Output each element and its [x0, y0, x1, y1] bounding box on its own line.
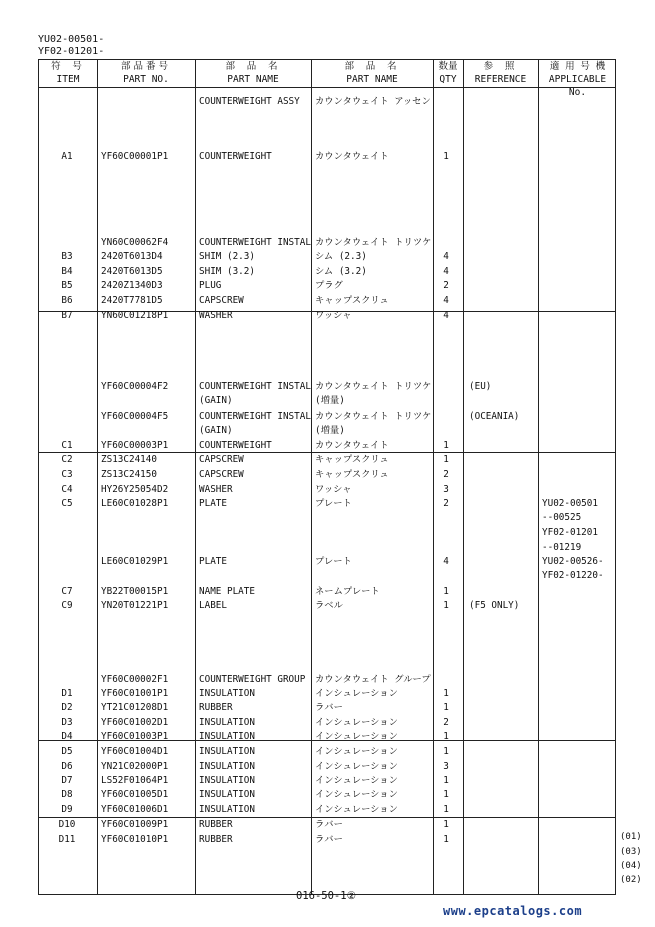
qty-cell: 1 [443, 600, 449, 611]
item-cell: C2 [61, 454, 73, 465]
item-cell: D3 [61, 717, 73, 728]
qty-cell: 1 [443, 688, 449, 699]
item-cell: D9 [61, 804, 73, 815]
header-reference: 参 照 REFERENCE [474, 61, 527, 85]
qty-cell: 1 [443, 819, 449, 830]
header-applicable: 適 用 号 機 APPLICABLE No. [548, 61, 607, 98]
applicable-cell: YU02-00501 [542, 498, 598, 509]
table-row [39, 424, 615, 437]
part-no-cell: LS52F01064P1 [101, 775, 169, 786]
part-name-cell: COUNTERWEIGHT [199, 440, 272, 451]
item-cell: D1 [61, 688, 73, 699]
applicable-cell: --01219 [542, 542, 582, 553]
part-no-cell: YN60C00062F4 [101, 237, 169, 248]
qty-cell: 3 [443, 484, 449, 495]
part-name-cell: (GAIN) [199, 395, 233, 406]
part-no-cell: 2420Z1340D3 [101, 280, 163, 291]
table-row [39, 541, 615, 554]
applicable-cell: YU02-00526- [542, 556, 604, 567]
part-name-jp-cell: キャップスクリュ [315, 295, 389, 306]
part-name-jp-cell: カウンタウェイト [315, 151, 389, 162]
qty-cell: 1 [443, 440, 449, 451]
part-name-cell: INSULATION [199, 717, 255, 728]
item-cell: D2 [61, 702, 73, 713]
part-no-cell: LE60C01028P1 [101, 498, 169, 509]
part-no-cell: YF60C00001P1 [101, 151, 169, 162]
header-part-name: 部 品 名 PART NAME [225, 61, 281, 85]
part-name-cell: INSULATION [199, 761, 255, 772]
table-row [39, 294, 615, 307]
table-row [39, 701, 615, 714]
watermark-link[interactable]: www.epcatalogs.com [443, 904, 583, 918]
part-no-cell: YF60C01001P1 [101, 688, 169, 699]
qty-cell: 1 [443, 702, 449, 713]
part-name-jp-cell: インシュレーション [315, 717, 398, 728]
header-item: 符 号 ITEM [51, 61, 85, 85]
table-row [39, 745, 615, 758]
part-name-jp-cell: ラバー [315, 819, 343, 830]
item-cell: C9 [61, 600, 73, 611]
header-divider [39, 87, 615, 88]
part-no-cell: YF60C00004F2 [101, 381, 169, 392]
part-name-jp-cell: カウンタウェイト グループ [315, 674, 431, 685]
part-name-jp-cell: インシュレーション [315, 789, 398, 800]
part-name-jp-cell: プレート [315, 498, 352, 509]
reference-cell: (EU) [469, 381, 492, 392]
part-name-cell: PLUG [199, 280, 222, 291]
part-no-cell: HY26Y25054D2 [101, 484, 169, 495]
part-name-cell: RUBBER [199, 834, 233, 845]
part-name-cell: RUBBER [199, 819, 233, 830]
reference-cell: (OCEANIA) [469, 411, 520, 422]
qty-cell: 1 [443, 834, 449, 845]
table-row [39, 760, 615, 773]
part-name-cell: CAPSCREW [199, 469, 244, 480]
table-row [39, 468, 615, 481]
item-cell: C4 [61, 484, 73, 495]
item-cell: D4 [61, 731, 73, 742]
part-name-jp-cell: キャップスクリュ [315, 454, 389, 465]
table-row [39, 569, 615, 582]
part-name-jp-cell: ワッシャ [315, 310, 352, 321]
table-row [39, 803, 615, 816]
part-name-jp-cell: プレート [315, 556, 352, 567]
table-row [39, 833, 615, 846]
part-no-cell: YT21C01208D1 [101, 702, 169, 713]
part-name-jp-cell: インシュレーション [315, 775, 398, 786]
qty-cell: 4 [443, 251, 449, 262]
item-cell: C7 [61, 586, 73, 597]
part-name-jp-cell: インシュレーション [315, 688, 398, 699]
table-row [39, 380, 615, 393]
item-cell: B7 [61, 310, 73, 321]
part-no-cell: YN21C02000P1 [101, 761, 169, 772]
side-code: (04) [620, 861, 642, 871]
part-no-cell: YF60C01002D1 [101, 717, 169, 728]
qty-cell: 1 [443, 731, 449, 742]
item-cell: D7 [61, 775, 73, 786]
part-name-cell: INSULATION [199, 775, 255, 786]
header-part-no: 部品番号 PART NO. [120, 61, 171, 85]
table-row [39, 511, 615, 524]
part-name-cell: SHIM (3.2) [199, 266, 255, 277]
item-cell: C3 [61, 469, 73, 480]
applicable-cell: YF02-01201 [542, 527, 598, 538]
table-row [39, 410, 615, 423]
qty-cell: 4 [443, 295, 449, 306]
header-part-name-jp: 部 品 名 PART NAME [344, 61, 400, 85]
part-no-cell: LE60C01029P1 [101, 556, 169, 567]
table-row [39, 555, 615, 568]
part-no-cell: YF60C01009P1 [101, 819, 169, 830]
qty-cell: 1 [443, 454, 449, 465]
table-row [39, 394, 615, 407]
part-name-jp-cell: ラベル [315, 600, 343, 611]
part-name-jp-cell: ラバー [315, 702, 343, 713]
model-codes [38, 34, 104, 58]
item-cell: A1 [61, 151, 73, 162]
part-name-cell: COUNTERWEIGHT INSTAL [199, 237, 311, 248]
part-no-cell: YF60C00004F5 [101, 411, 169, 422]
table-row [39, 95, 615, 108]
part-no-cell: YF60C01003P1 [101, 731, 169, 742]
part-name-jp-cell: ワッシャ [315, 484, 352, 495]
qty-cell: 2 [443, 469, 449, 480]
item-cell: B4 [61, 266, 73, 277]
part-name-jp-cell: インシュレーション [315, 746, 398, 757]
qty-cell: 3 [443, 761, 449, 772]
model-code-2: YF02-01201- [38, 46, 105, 57]
table-row [39, 687, 615, 700]
part-name-cell: CAPSCREW [199, 454, 244, 465]
qty-cell: 4 [443, 266, 449, 277]
table-row [39, 309, 615, 322]
qty-cell: 4 [443, 556, 449, 567]
item-cell: D5 [61, 746, 73, 757]
part-name-jp-cell: (増量) [315, 425, 345, 436]
table-row [39, 439, 615, 452]
table-row [39, 453, 615, 466]
part-no-cell: YF60C00002F1 [101, 674, 169, 685]
part-no-cell: YN20T01221P1 [101, 600, 169, 611]
reference-cell: (F5 ONLY) [469, 600, 520, 611]
qty-cell: 1 [443, 789, 449, 800]
item-cell: B6 [61, 295, 73, 306]
item-cell: B5 [61, 280, 73, 291]
part-no-cell: YF60C01006D1 [101, 804, 169, 815]
part-name-jp-cell: カウンタウェイト トリツケ [315, 381, 432, 392]
model-code-1: YU02-00501- [38, 34, 105, 45]
table-row [39, 265, 615, 278]
part-name-jp-cell: シム (3.2) [315, 266, 367, 277]
part-name-cell: RUBBER [199, 702, 233, 713]
part-name-cell: COUNTERWEIGHT GROUP [199, 674, 306, 685]
side-code: (03) [620, 847, 642, 857]
part-name-cell: INSULATION [199, 688, 255, 699]
part-name-cell: COUNTERWEIGHT [199, 151, 272, 162]
part-name-cell: INSULATION [199, 789, 255, 800]
part-no-cell: YN60C01218P1 [101, 310, 169, 321]
part-name-jp-cell: カウンタウェイト [315, 440, 389, 451]
part-no-cell: 2420T7781D5 [101, 295, 163, 306]
page-number: 016-50-1② [296, 890, 356, 902]
table-row [39, 716, 615, 729]
part-no-cell: 2420T6013D4 [101, 251, 163, 262]
item-cell: C5 [61, 498, 73, 509]
part-name-cell: CAPSCREW [199, 295, 244, 306]
part-no-cell: YB22T00015P1 [101, 586, 169, 597]
part-no-cell: 2420T6013D5 [101, 266, 163, 277]
part-name-jp-cell: インシュレーション [315, 804, 398, 815]
part-name-cell: INSULATION [199, 746, 255, 757]
qty-cell: 1 [443, 775, 449, 786]
part-name-cell: COUNTERWEIGHT INSTAL [199, 411, 311, 422]
part-no-cell: YF60C00003P1 [101, 440, 169, 451]
side-code: (01) [620, 832, 642, 842]
part-name-cell: SHIM (2.3) [199, 251, 255, 262]
qty-cell: 2 [443, 498, 449, 509]
table-row [39, 585, 615, 598]
table-row [39, 818, 615, 831]
part-name-cell: WASHER [199, 484, 233, 495]
part-name-cell: NAME PLATE [199, 586, 255, 597]
part-name-cell: WASHER [199, 310, 233, 321]
item-cell: D10 [58, 819, 76, 830]
part-name-jp-cell: インシュレーション [315, 731, 398, 742]
qty-cell: 1 [443, 151, 449, 162]
table-row [39, 599, 615, 612]
table-row [39, 483, 615, 496]
table-row [39, 236, 615, 249]
header-qty: 数量 QTY [438, 61, 458, 85]
part-name-cell: INSULATION [199, 804, 255, 815]
qty-cell: 2 [443, 717, 449, 728]
part-no-cell: ZS13C24150 [101, 469, 157, 480]
part-name-jp-cell: インシュレーション [315, 761, 398, 772]
part-name-cell: INSULATION [199, 731, 255, 742]
part-name-jp-cell: カウンタウェイト トリツケ [315, 237, 432, 248]
qty-cell: 1 [443, 586, 449, 597]
item-cell: D11 [58, 834, 76, 845]
table-row [39, 730, 615, 743]
part-name-jp-cell: シム (2.3) [315, 251, 367, 262]
table-row [39, 526, 615, 539]
table-row [39, 774, 615, 787]
part-name-cell: PLATE [199, 556, 227, 567]
part-name-cell: LABEL [199, 600, 227, 611]
item-cell: C1 [61, 440, 73, 451]
applicable-cell: YF02-01220- [542, 570, 604, 581]
side-code: (02) [620, 875, 642, 885]
part-no-cell: YF60C01010P1 [101, 834, 169, 845]
part-no-cell: ZS13C24140 [101, 454, 157, 465]
part-name-jp-cell: (増量) [315, 395, 345, 406]
part-name-jp-cell: カウンタウェイト トリツケ [315, 411, 432, 422]
part-name-cell: (GAIN) [199, 425, 233, 436]
part-name-jp-cell: プラグ [315, 280, 343, 291]
part-name-jp-cell: カウンタウェイト アッセン [315, 96, 431, 107]
item-cell: D6 [61, 761, 73, 772]
table-row [39, 788, 615, 801]
table-row [39, 250, 615, 263]
part-name-cell: COUNTERWEIGHT INSTAL [199, 381, 311, 392]
qty-cell: 1 [443, 746, 449, 757]
qty-cell: 1 [443, 804, 449, 815]
part-name-jp-cell: ネームプレート [315, 586, 380, 597]
part-name-jp-cell: キャップスクリュ [315, 469, 389, 480]
qty-cell: 2 [443, 280, 449, 291]
table-row [39, 279, 615, 292]
table-row [39, 497, 615, 510]
part-no-cell: YF60C01005D1 [101, 789, 169, 800]
applicable-cell: --00525 [542, 512, 582, 523]
part-name-cell: COUNTERWEIGHT ASSY [199, 96, 300, 107]
item-cell: B3 [61, 251, 73, 262]
part-no-cell: YF60C01004D1 [101, 746, 169, 757]
parts-table [38, 59, 616, 895]
qty-cell: 4 [443, 310, 449, 321]
table-row [39, 150, 615, 163]
table-row [39, 673, 615, 686]
part-name-jp-cell: ラバー [315, 834, 343, 845]
part-name-cell: PLATE [199, 498, 227, 509]
item-cell: D8 [61, 789, 73, 800]
